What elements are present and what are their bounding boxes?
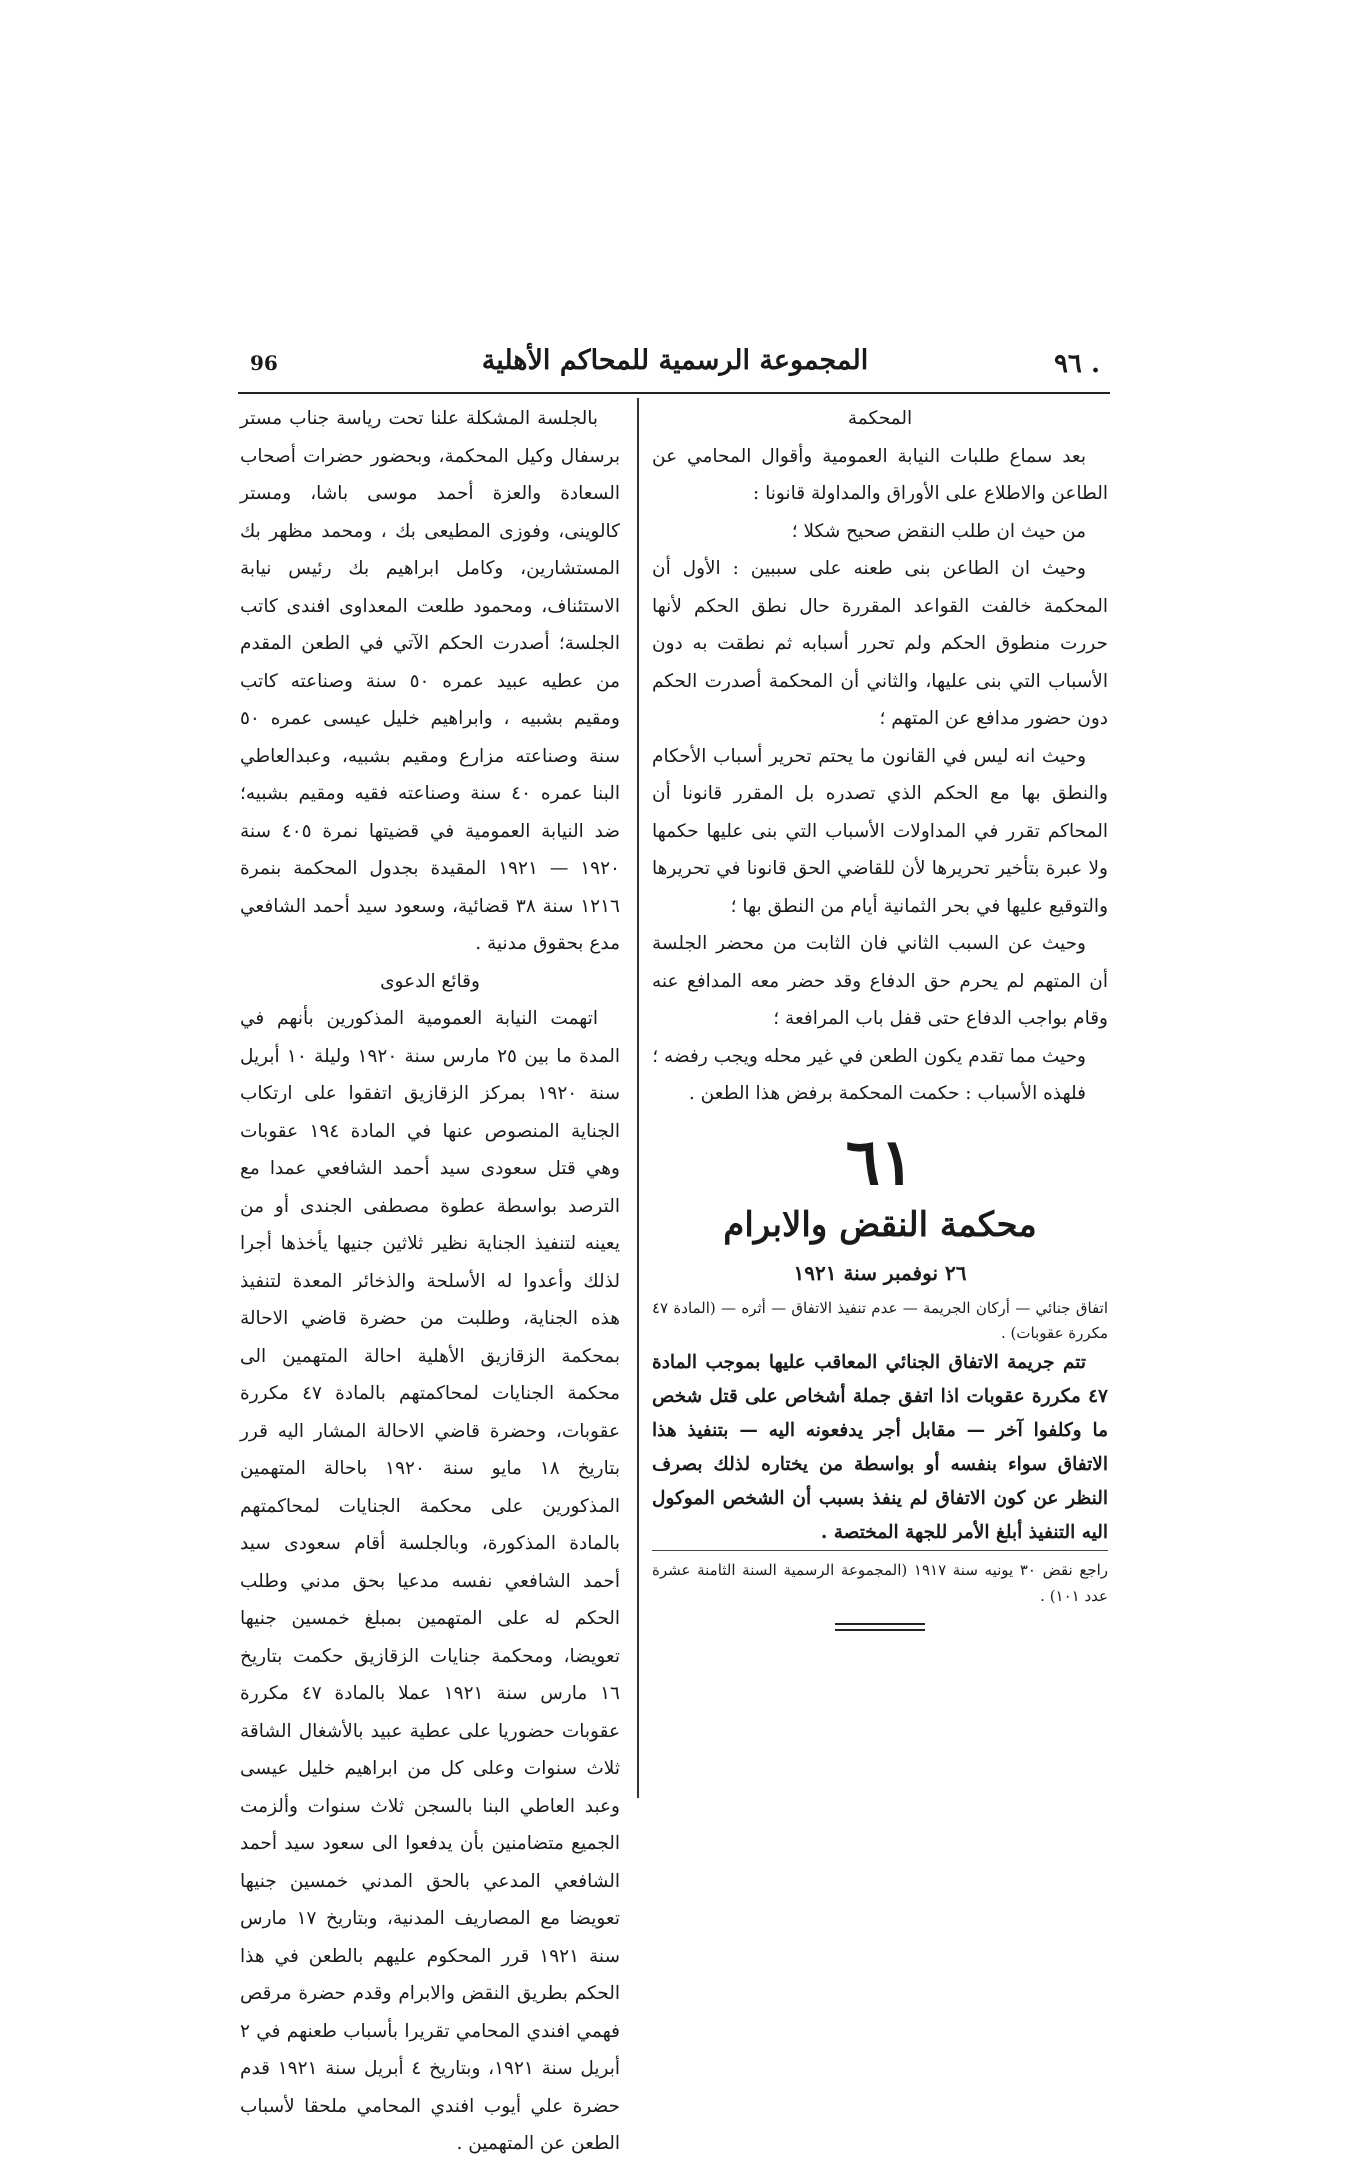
end-rule (835, 1623, 925, 1631)
publication-title: المجموعة الرسمية للمحاكم الأهلية (481, 345, 869, 376)
paragraph: بعد سماع طلبات النيابة العمومية وأقوال المحامي عن الطاعن والاطلاع على الأوراق والمداولة قانونا : (652, 445, 1108, 504)
paragraph: وحيث مما تقدم يكون الطعن في غير محله ويجب رفضه ؛ (652, 1045, 1086, 1067)
case-summary: تتم جريمة الاتفاق الجنائي المعاقب عليها بموجب المادة ٤٧ مكررة عقوبات اذا اتفق جملة أشخاص على قتل شخص ما وكلفوا آخر — مقابل أجر يدفعونه اليه — بتنفيذ هذا الاتفاق سواء بنفسه أو بواسطة من يختاره لذلك بصرف النظر عن كون الاتفاق لم ينفذ بسبب أن الشخص الموكول اليه التنفيذ أبلغ الأمر للجهة المختصة . (652, 1352, 1108, 1543)
column-divider (637, 398, 639, 1798)
case-date: ٢٦ نوفمبر سنة ١٩٢١ (793, 1260, 967, 1285)
court-name: محكمة النقض والابرام (723, 1204, 1037, 1245)
paragraph: وحيث انه ليس في القانون ما يحتم تحرير أسباب الأحكام والنطق بها مع الحكم الذي تصدره بل المقرر قانونا أن المحاكم تقرر في المداولات الأسباب التي بنى عليها حكمها ولا عبرة بتأخير تحريرها لأن للقاضي الحق قانونا في تحريرها والتوقيع عليها في بحر الثمانية أيام من النطق بها ؛ (652, 745, 1108, 917)
page-number-arabic: ٩٦ . (1053, 349, 1100, 379)
footnote: راجع نقض ٣٠ يونيه سنة ١٩١٧ (المجموعة الرسمية السنة الثامنة عشرة عدد ١٠١) . (652, 1550, 1108, 1609)
paragraph: فلهذه الأسباب : حكمت المحكمة برفض هذا الطعن . (688, 1083, 1086, 1104)
facts-paragraph: اتهمت النيابة العمومية المذكورين بأنهم في المدة ما بين ٢٥ مارس سنة ١٩٢٠ وليلة ١٠ أبريل سنة ١٩٢٠ بمركز الزقازيق اتفقوا على ارتكاب الجناية المنصوص عنها في المادة ١٩٤ عقوبات وهي قتل سعودى سيد أحمد الشافعي عمدا مع الترصد بواسطة عطوة مصطفى الجندى أو من يعينه لتنفيذ الجناية نظير ثلاثين جنيها يأخذها أجرا لذلك وأعدوا له الأسلحة والذخائر المعدة لتنفيذ هذه الجناية، وطلبت من حضرة قاضي الاحالة بمحكمة الزقازيق الأهلية احالة المتهمين الى محكمة الجنايات لمحاكمتهم بالمادة ٤٧ مكررة عقوبات، وحضرة قاضي الاحالة المشار اليه قرر بتاريخ ١٨ مايو سنة ١٩٢٠ باحالة المتهمين المذكورين على محكمة الجنايات لمحاكمتهم بالمادة المذكورة، وبالجلسة أقام سعودى سيد أحمد الشافعي نفسه مدعيا بحق مدني وطلب الحكم له على المتهمين بمبلغ خمسين جنيها تعويضا، ومحكمة جنايات الزقازيق حكمت بتاريخ ١٦ مارس سنة ١٩٢١ عملا بالمادة ٤٧ مكررة عقوبات حضوريا على عطية عبيد بالأشغال الشاقة ثلاث سنوات وعلى كل من ابراهيم خليل عيسى وعبد العاطي البنا بالسجن ثلاث سنوات وألزمت الجميع متضامنين بأن يدفعوا الى سعود سيد أحمد الشافعي المدعي بالحق المدني خمسين جنيها تعويضا مع المصاريف المدنية، وبتاريخ ١٧ مارس سنة ١٩٢١ قرر المحكوم عليهم بالطعن في هذا الحكم بطريق النقض والابرام وقدم حضرة مرقص فهمي افندي المحامي تقريرا بأسباب طعنهم في ٢ أبريل سنة ١٩٢١، وبتاريخ ٤ أبريل سنة ١٩٢١ قدم حضرة علي أيوب افندي المحامي ملحقا لأسباب الطعن عن المتهمين . (240, 1008, 620, 2154)
paragraph: وحيث ان الطاعن بنى طعنه على سببين : الأول أن المحكمة خالفت القواعد المقررة حال نطق الحكم لأنها حررت منطوق الحكم ولم تحرر أسبابه ثم نطقت به دون الأسباب التي بنى عليها، والثاني أن المحكمة أصدرت الحكم دون حضور مدافع عن المتهم ؛ (652, 558, 1108, 729)
page-number-latin: 96 (250, 351, 278, 375)
right-column (652, 400, 1108, 1631)
page-header (240, 345, 1110, 385)
section-heading-court: المحكمة (847, 408, 913, 429)
session-intro: بالجلسة المشكلة علنا تحت رياسة جناب مستر برسفال وكيل المحكمة، وبحضور حضرات أصحاب السعادة والعزة أحمد موسى باشا، ومستر كالوينى، وفوزى المطيعى بك ، ومحمد مظهر بك المستشارين، وكامل ابراهيم بك رئيس نيابة الاستئناف، ومحمود طلعت المعداوى افندى كاتب الجلسة؛ أصدرت الحكم الآتي في الطعن المقدم من عطيه عبيد عمره ٥٠ سنة وصناعته كاتب ومقيم بشبيه ، وابراهيم خليل عيسى عمره ٥٠ سنة وصناعته مزارع ومقيم بشبيه، وعبدالعاطي البنا عمره ٤٠ سنة وصناعته فقيه ومقيم بشبيه؛ ضد النيابة العمومية في قضيتها نمرة ٤٠٥ سنة ١٩٢٠ — ١٩٢١ المقيدة بجدول المحكمة بنمرة ١٢١٦ سنة ٣٨ قضائية، وسعود سيد أحمد الشافعي مدع بحقوق مدنية . (240, 408, 620, 954)
header-rule (238, 392, 1110, 394)
paragraph: من حيث ان طلب النقض صحيح شكلا ؛ (791, 520, 1086, 542)
case-number: ٦١ (845, 1124, 915, 1200)
facts-heading: وقائع الدعوى (380, 970, 480, 992)
case-keywords: اتفاق جنائي — أركان الجريمة — عدم تنفيذ الاتفاق — أثره — (المادة ٤٧ مكررة عقوبات) . (652, 1299, 1108, 1342)
paragraph: وحيث عن السبب الثاني فان الثابت من محضر الجلسة أن المتهم لم يحرم حق الدفاع وقد حضر معه المدافع عنه وقام بواجب الدفاع حتى قفل باب المرافعة ؛ (652, 933, 1108, 1029)
left-column (240, 400, 620, 2163)
